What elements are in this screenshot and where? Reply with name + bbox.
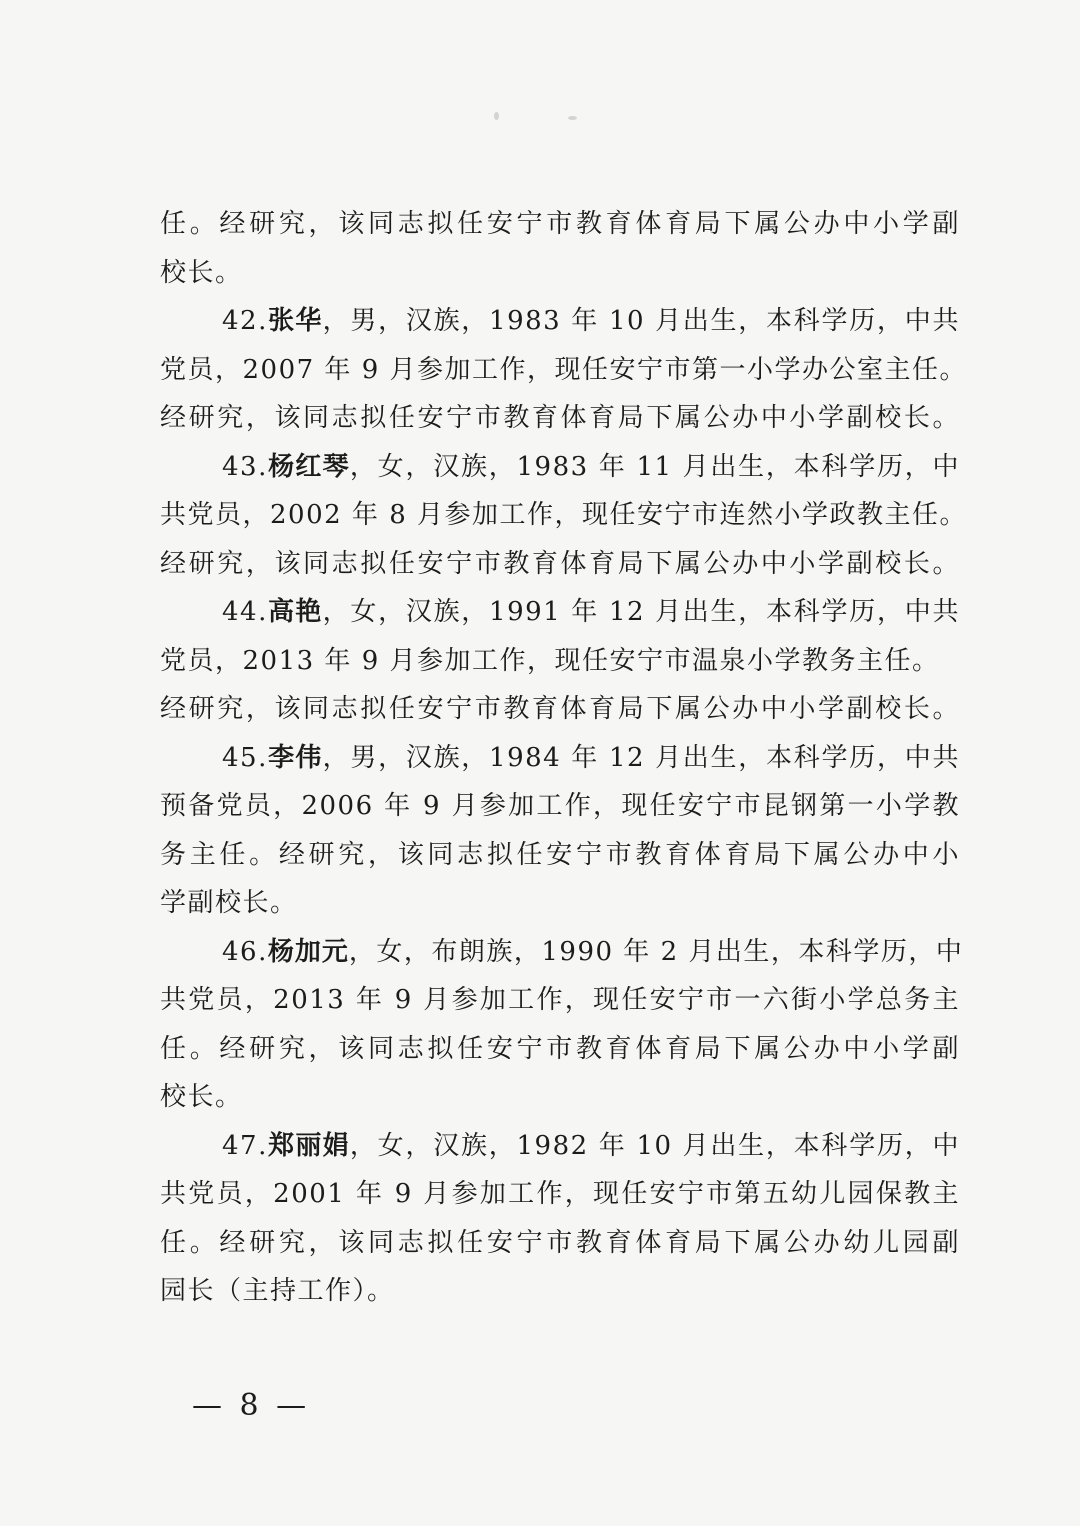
line-text: 经研究，该同志拟任安宁市教育体育局下属公办中小学副校长。 (160, 694, 960, 724)
paragraph-first-line (160, 443, 960, 492)
line-text: 党员，2007 年 9 月参加工作，现任安宁市第一小学办公室主任。 (160, 354, 968, 385)
paragraph-line (160, 394, 960, 443)
paragraph-line (160, 1170, 960, 1219)
paragraph-line (160, 200, 960, 249)
line-text: 党员，2013 年 9 月参加工作，现任安宁市温泉小学教务主任。 (160, 645, 940, 676)
line-text: ，女，布朗族，1990 年 2 月出生，本科学历，中 (348, 936, 964, 967)
paragraph-line (160, 1219, 960, 1268)
person-name: 张华 (267, 306, 323, 336)
line-text: 46. (222, 936, 268, 967)
line-text: ，女，汉族，1991 年 12 月出生，本科学历，中共 (322, 597, 960, 627)
line-text: 学副校长。 (160, 888, 298, 918)
line-text: 44. (222, 597, 268, 627)
paragraph-line (160, 249, 960, 298)
paragraph-first-line (160, 928, 964, 977)
paragraph-line (160, 1073, 960, 1122)
paragraph-line (160, 685, 960, 734)
line-text: 42. (222, 306, 268, 336)
line-text: ，女，汉族，1983 年 11 月出生，本科学历，中 (349, 451, 960, 482)
line-text: 43. (222, 451, 268, 482)
person-name: 李伟 (267, 742, 323, 773)
paragraph-first-line (160, 588, 960, 637)
line-text: ，女，汉族，1982 年 10 月出生，本科学历，中 (349, 1130, 960, 1161)
line-text: 任。经研究，该同志拟任安宁市教育体育局下属公办幼儿园副 (160, 1227, 960, 1258)
line-text: 任。经研究，该同志拟任安宁市教育体育局下属公办中小学副 (160, 1033, 960, 1064)
line-text: 经研究，该同志拟任安宁市教育体育局下属公办中小学副校长。 (160, 548, 960, 579)
scan-speck (568, 116, 577, 120)
person-name: 杨红琴 (267, 451, 350, 482)
line-text: 共党员，2001 年 9 月参加工作，现任安宁市第五幼儿园保教主 (160, 1179, 960, 1209)
paragraph-line (160, 346, 968, 395)
paragraph-first-line (160, 1122, 960, 1171)
paragraph-line (160, 976, 960, 1025)
person-name: 高艳 (267, 597, 323, 627)
paragraph-line (160, 782, 960, 831)
line-text: 预备党员，2006 年 9 月参加工作，现任安宁市昆钢第一小学教 (160, 791, 960, 821)
paragraph-line (160, 1267, 960, 1316)
scan-speck (494, 112, 499, 120)
paragraph-line (160, 540, 960, 589)
line-text: 45. (222, 742, 268, 773)
person-name: 郑丽娟 (267, 1130, 350, 1161)
paragraph-line (160, 637, 960, 686)
line-text: 47. (222, 1130, 268, 1161)
line-text: 校长。 (160, 1082, 243, 1112)
line-text: 共党员，2013 年 9 月参加工作，现任安宁市一六街小学总务主 (160, 985, 960, 1015)
line-text: ，男，汉族，1984 年 12 月出生，本科学历，中共 (322, 742, 960, 773)
line-text: 经研究，该同志拟任安宁市教育体育局下属公办中小学副校长。 (160, 403, 960, 433)
paragraph-line (160, 491, 968, 540)
paragraph-line (160, 1025, 960, 1074)
line-text: 共党员，2002 年 8 月参加工作，现任安宁市连然小学政教主任。 (160, 500, 968, 530)
line-text: 校长。 (160, 257, 243, 288)
document-body (160, 200, 968, 1316)
line-text: 园长（主持工作）。 (160, 1276, 395, 1306)
page-number: — 8 — (192, 1388, 311, 1423)
person-name: 杨加元 (267, 936, 349, 967)
paragraph-line (160, 879, 960, 928)
paragraph-first-line (160, 734, 960, 783)
line-text: 务主任。经研究，该同志拟任安宁市教育体育局下属公办中小 (160, 839, 960, 870)
paragraph-line (160, 831, 960, 880)
line-text: ，男，汉族，1983 年 10 月出生，本科学历，中共 (322, 306, 960, 336)
line-text: 任。经研究，该同志拟任安宁市教育体育局下属公办中小学副 (160, 209, 960, 239)
paragraph-first-line (160, 297, 960, 346)
